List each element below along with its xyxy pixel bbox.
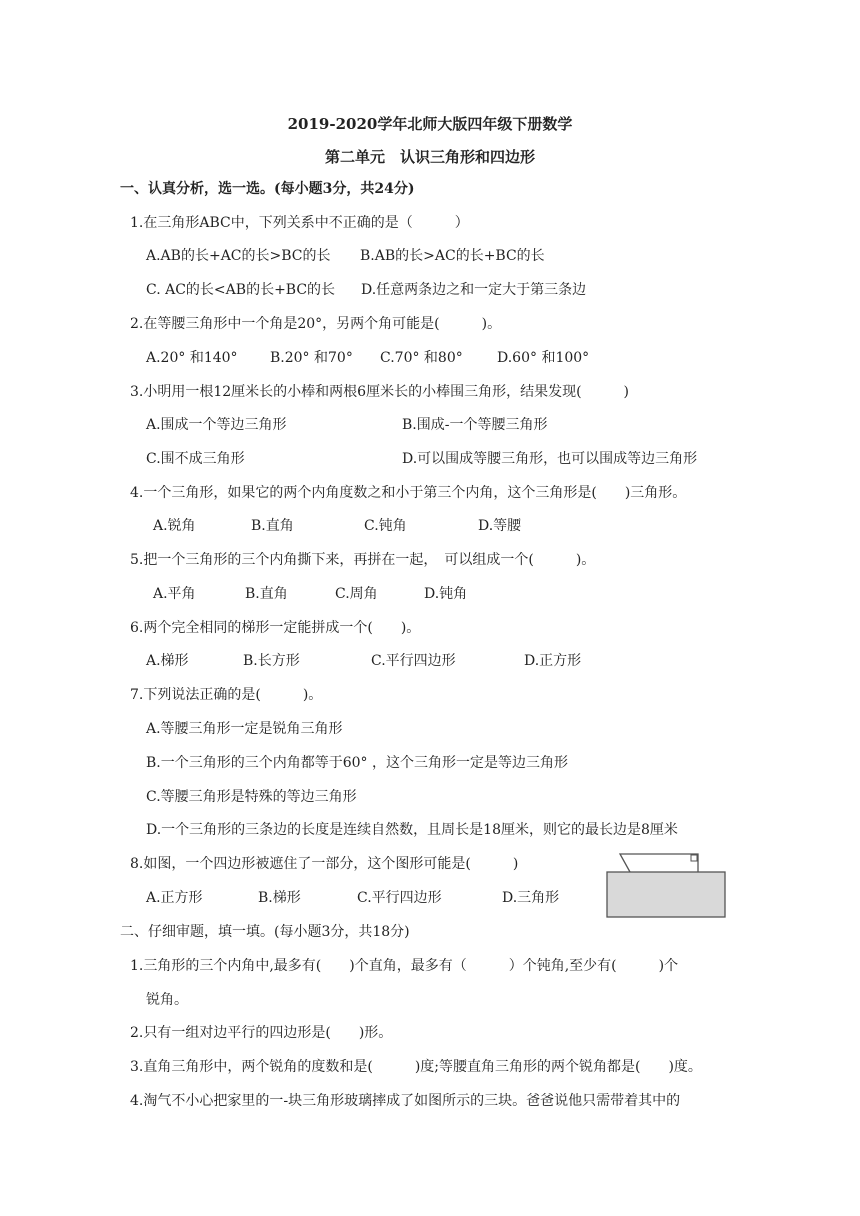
- cover-rectangle: [607, 872, 725, 917]
- question-2-option-c: C.70° 和80°: [380, 350, 463, 366]
- quadrilateral-visible-edges: [620, 854, 698, 872]
- question-1-stem: 1.在三角形ABC中，下列关系中不正确的是（ ）: [130, 215, 469, 231]
- question-5-stem: 5.把一个三角形的三个内角撕下来，再拼在一起， 可以组成一个( )。: [130, 552, 596, 568]
- unit-subtitle: 第二单元 认识三角形和四边形: [324, 148, 535, 166]
- question-2-option-d: D.60° 和100°: [497, 350, 590, 366]
- question-6-option-c: C.平行四边形: [371, 653, 456, 669]
- question-2-option-a: A.20° 和140°: [146, 350, 238, 366]
- question-1-option-b: B.AB的长>AC的长+BC的长: [360, 248, 545, 264]
- question-6-option-d: D.正方形: [524, 653, 582, 669]
- question-6-stem: 6.两个完全相同的梯形一定能拼成一个( )。: [130, 620, 421, 636]
- question-7-option-d: D.一个三角形的三条边的长度是连续自然数，且周长是18厘米，则它的最长边是8厘米: [146, 822, 678, 838]
- question-3-option-d: D.可以围成等腰三角形，也可以围成等边三角形: [402, 451, 698, 467]
- question-5-option-b: B.直角: [245, 586, 288, 602]
- fill-question-4-line-1: 4.淘气不小心把家里的一-块三角形玻璃摔成了如图所示的三块。爸爸说他只需带着其中的: [130, 1093, 681, 1109]
- question-6-option-a: A.梯形: [146, 653, 189, 669]
- question-8-stem: 8.如图，一个四边形被遮住了一部分，这个图形可能是( ): [130, 856, 519, 872]
- covered-quadrilateral-figure: [606, 852, 726, 918]
- question-7-stem: 7.下列说法正确的是( )。: [130, 687, 323, 703]
- question-7-option-b: B.一个三角形的三个内角都等于60° ，这个三角形一定是等边三角形: [146, 755, 569, 771]
- page-title: 2019-2020学年北师大版四年级下册数学: [287, 115, 573, 133]
- question-1-option-a: A.AB的长+AC的长>BC的长: [146, 248, 331, 264]
- question-5-option-a: A.平角: [153, 586, 196, 602]
- fill-question-1-line-2: 锐角。: [146, 992, 188, 1008]
- question-5-option-c: C.周角: [335, 586, 378, 602]
- section-one-heading: 一、认真分析，选一选。(每小题3分，共24分): [120, 181, 415, 197]
- fill-question-1-line-1: 1.三角形的三个内角中,最多有( )个直角，最多有（ ）个钝角,至少有( )个: [130, 958, 679, 974]
- section-two-heading: 二、仔细审题，填一填。(每小题3分，共18分): [120, 924, 410, 940]
- question-4-option-c: C.钝角: [364, 518, 407, 534]
- question-8-option-d: D.三角形: [502, 890, 560, 906]
- question-1-option-d: D.任意两条边之和一定大于第三条边: [361, 282, 587, 298]
- question-8-option-a: A.正方形: [146, 890, 203, 906]
- question-7-option-c: C.等腰三角形是特殊的等边三角形: [146, 789, 357, 805]
- question-4-option-d: D.等腰: [478, 518, 522, 534]
- question-4-option-a: A.锐角: [153, 518, 196, 534]
- question-4-option-b: B.直角: [251, 518, 294, 534]
- question-2-option-b: B.20° 和70°: [270, 350, 353, 366]
- right-angle-marker: [691, 855, 697, 861]
- question-1-option-c: C. AC的长<AB的长+BC的长: [146, 282, 336, 298]
- question-3-option-c: C.围不成三角形: [146, 451, 245, 467]
- question-3-option-a: A.围成一个等边三角形: [146, 417, 287, 433]
- question-3-option-b: B.围成-一个等腰三角形: [402, 417, 548, 433]
- question-5-option-d: D.钝角: [424, 586, 468, 602]
- question-3-stem: 3.小明用一根12厘米长的小棒和两根6厘米长的小棒围三角形，结果发现( ): [130, 384, 630, 400]
- fill-question-2: 2.只有一组对边平行的四边形是( )形。: [130, 1025, 393, 1041]
- question-8-option-c: C.平行四边形: [357, 890, 442, 906]
- question-8-option-b: B.梯形: [258, 890, 301, 906]
- question-4-stem: 4.一个三角形，如果它的两个内角度数之和小于第三个内角，这个三角形是( )三角形。: [130, 485, 687, 501]
- question-6-option-b: B.长方形: [243, 653, 300, 669]
- fill-question-3: 3.直角三角形中，两个锐角的度数和是( )度;等腰直角三角形的两个锐角都是( )度。: [130, 1059, 702, 1075]
- question-7-option-a: A.等腰三角形一定是锐角三角形: [146, 721, 343, 737]
- question-2-stem: 2.在等腰三角形中一个角是20°，另两个角可能是( )。: [130, 316, 502, 332]
